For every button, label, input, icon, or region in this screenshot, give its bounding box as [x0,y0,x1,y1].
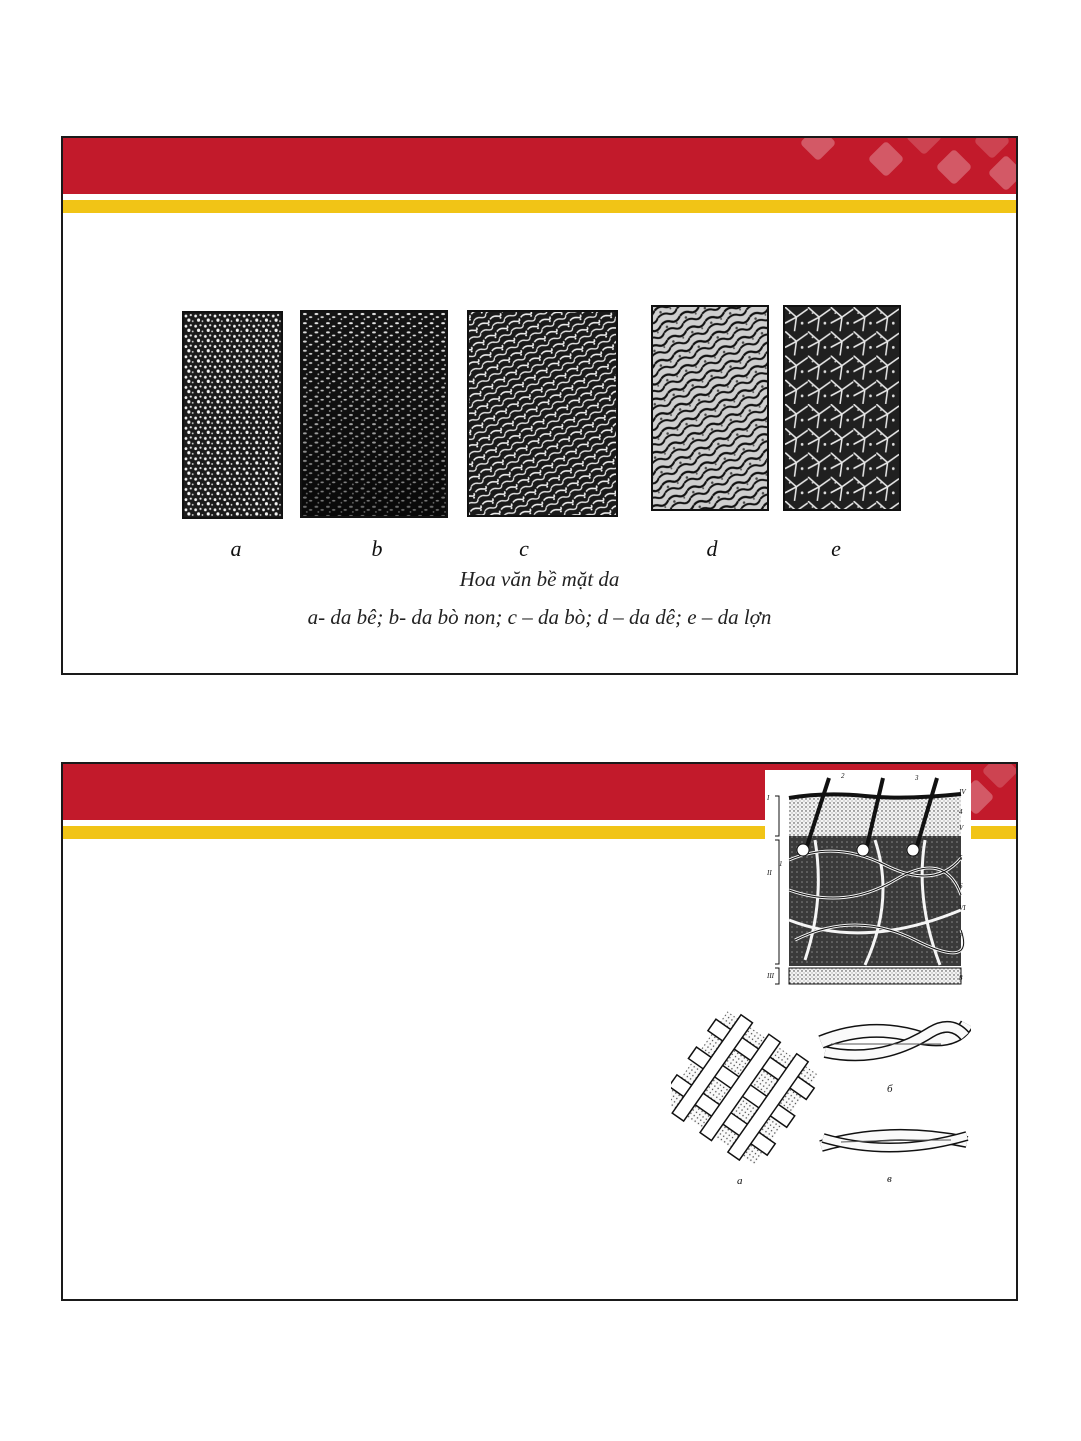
section-label: III [767,972,774,980]
fiber-label: в [887,1173,892,1185]
texture-sample-b [300,310,448,518]
sample-label-c: c [519,536,529,561]
section-label: 4 [959,808,963,816]
diamond-decoration [936,149,973,186]
slide-1 [61,136,1018,675]
fiber-label: б [887,1083,893,1095]
sample-label-b: b [371,536,383,561]
section-label: 6 [959,882,963,890]
slide-2 [61,762,1018,1301]
section-label: 1 [779,860,783,868]
section-label: V [959,824,964,832]
diamond-decoration [906,136,943,155]
section-label: 3 [915,774,919,782]
diamond-decoration [868,141,905,178]
fiber-label: а [737,1175,743,1187]
section-label: 8 [959,974,963,982]
fiber-weave-figure [671,1000,971,1188]
texture-sample-e [783,305,901,511]
skin-cross-section-figure [765,770,971,996]
section-label: IV [959,788,966,796]
header-banner [63,138,1016,194]
section-label: VI [959,904,966,912]
texture-sample-c [467,310,618,517]
section-label: 2 [841,772,845,780]
diamond-decoration [982,762,1018,789]
diamond-decoration [988,155,1018,192]
texture-sample-d [651,305,769,511]
section-label: I [767,794,770,802]
figure-title: Hoa văn bề mặt da [459,567,620,591]
section-label: 5 [959,854,963,862]
texture-sample-a [182,311,283,519]
sample-label-a: a [230,536,242,561]
diamond-decoration [800,136,837,161]
gold-stripe [63,200,1016,213]
sample-label-e: e [831,536,841,561]
section-label: II [767,869,772,877]
figure-legend: a- da bê; b- da bò non; c – da bò; d – da dê; e – da lợn [307,605,772,629]
section-label: 7 [959,932,963,940]
sample-label-d: d [706,536,718,561]
